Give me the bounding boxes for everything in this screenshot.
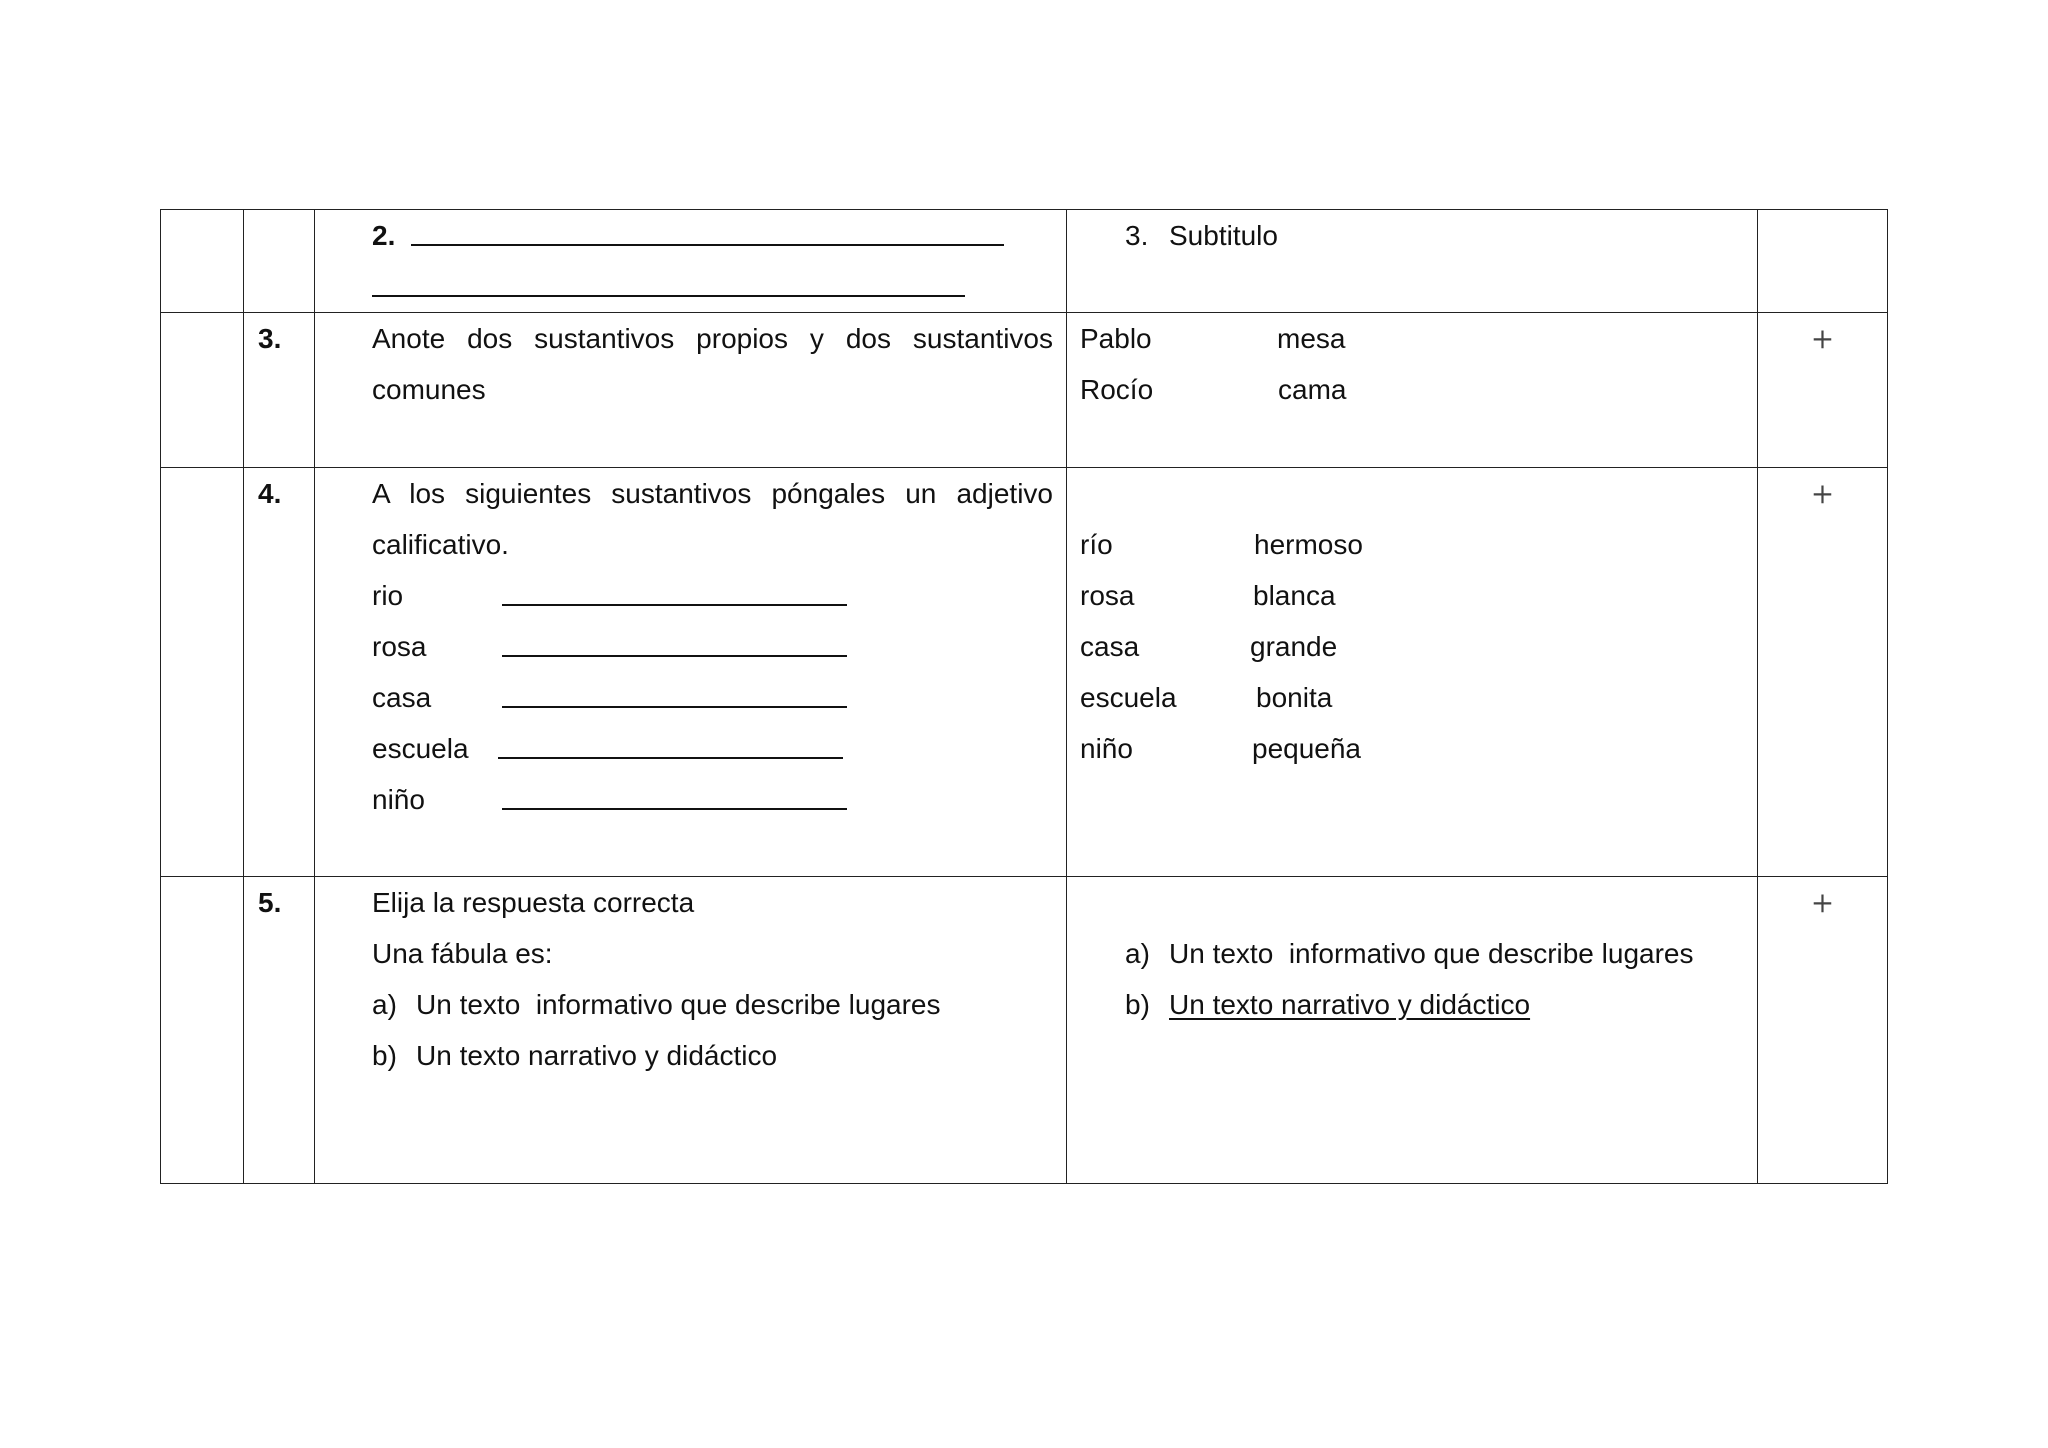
mark-cell: + xyxy=(1758,877,1888,1184)
option-letter: b) xyxy=(372,1040,397,1071)
answer-word: rosa xyxy=(1080,580,1135,611)
question-cell xyxy=(315,210,1067,313)
item-number: 2. xyxy=(372,220,396,251)
table-row xyxy=(161,468,1888,877)
noun-item: escuela xyxy=(372,733,469,764)
empty-cell xyxy=(161,468,244,877)
answer-word: cama xyxy=(1278,374,1347,405)
question-cell xyxy=(315,877,1067,1184)
noun-item: casa xyxy=(372,682,432,713)
question-text: A los siguientes sustantivos póngales un adjetivo xyxy=(372,478,1053,509)
question-text: Anote dos sustantivos propios y dos sustantivos xyxy=(372,323,1053,354)
row-number xyxy=(244,210,315,313)
table-row xyxy=(161,210,1888,313)
blank-line xyxy=(502,570,847,606)
blank-line xyxy=(498,723,843,759)
blank-line xyxy=(372,261,965,297)
empty-cell xyxy=(161,313,244,468)
blank-line xyxy=(502,621,847,657)
answer-key-table xyxy=(160,209,1888,1184)
answer-text: Subtitulo xyxy=(1169,220,1278,251)
option-text: Un texto informativo que describe lugares xyxy=(416,989,941,1020)
question-text: comunes xyxy=(372,374,486,405)
mark-cell xyxy=(1758,210,1888,313)
answer-cell xyxy=(1067,468,1758,877)
answer-number: 3. xyxy=(1125,220,1149,251)
answer-word: pequeña xyxy=(1252,733,1362,764)
blank-line xyxy=(502,774,847,810)
table-row xyxy=(161,313,1888,468)
answer-word: casa xyxy=(1080,631,1140,662)
option-letter: b) xyxy=(1125,989,1150,1020)
row-number: 5. xyxy=(244,877,315,1184)
option-text: Un texto narrativo y didáctico xyxy=(416,1040,778,1071)
noun-item: niño xyxy=(372,784,425,815)
answer-cell xyxy=(1067,210,1758,313)
blank-line xyxy=(411,210,1004,246)
row-number: 4. xyxy=(244,468,315,877)
answer-cell xyxy=(1067,313,1758,468)
question-cell xyxy=(315,468,1067,877)
answer-word: escuela xyxy=(1080,682,1177,713)
answer-word: río xyxy=(1080,529,1113,560)
table-row xyxy=(161,877,1888,1184)
answer-word: hermoso xyxy=(1254,529,1363,560)
question-text: Una fábula es: xyxy=(372,938,553,969)
question-cell xyxy=(315,313,1067,468)
answer-cell xyxy=(1067,877,1758,1184)
option-text: Un texto informativo que describe lugares xyxy=(1169,938,1694,969)
option-letter: a) xyxy=(372,989,397,1020)
question-text: Elija la respuesta correcta xyxy=(372,887,695,918)
answer-word: Pablo xyxy=(1080,323,1152,354)
answer-word: bonita xyxy=(1256,682,1333,713)
row-number: 3. xyxy=(244,313,315,468)
answer-word: grande xyxy=(1250,631,1338,662)
question-text: calificativo. xyxy=(372,529,509,560)
answer-word: niño xyxy=(1080,733,1133,764)
answer-word: blanca xyxy=(1253,580,1336,611)
noun-item: rosa xyxy=(372,631,427,662)
blank-line xyxy=(502,672,847,708)
correct-option-text: Un texto narrativo y didáctico xyxy=(1169,989,1531,1020)
mark-cell: + xyxy=(1758,468,1888,877)
answer-word: mesa xyxy=(1277,323,1346,354)
answer-word: Rocío xyxy=(1080,374,1154,405)
empty-cell xyxy=(161,877,244,1184)
option-letter: a) xyxy=(1125,938,1150,969)
empty-cell xyxy=(161,210,244,313)
noun-item: rio xyxy=(372,580,404,611)
mark-cell: + xyxy=(1758,313,1888,468)
